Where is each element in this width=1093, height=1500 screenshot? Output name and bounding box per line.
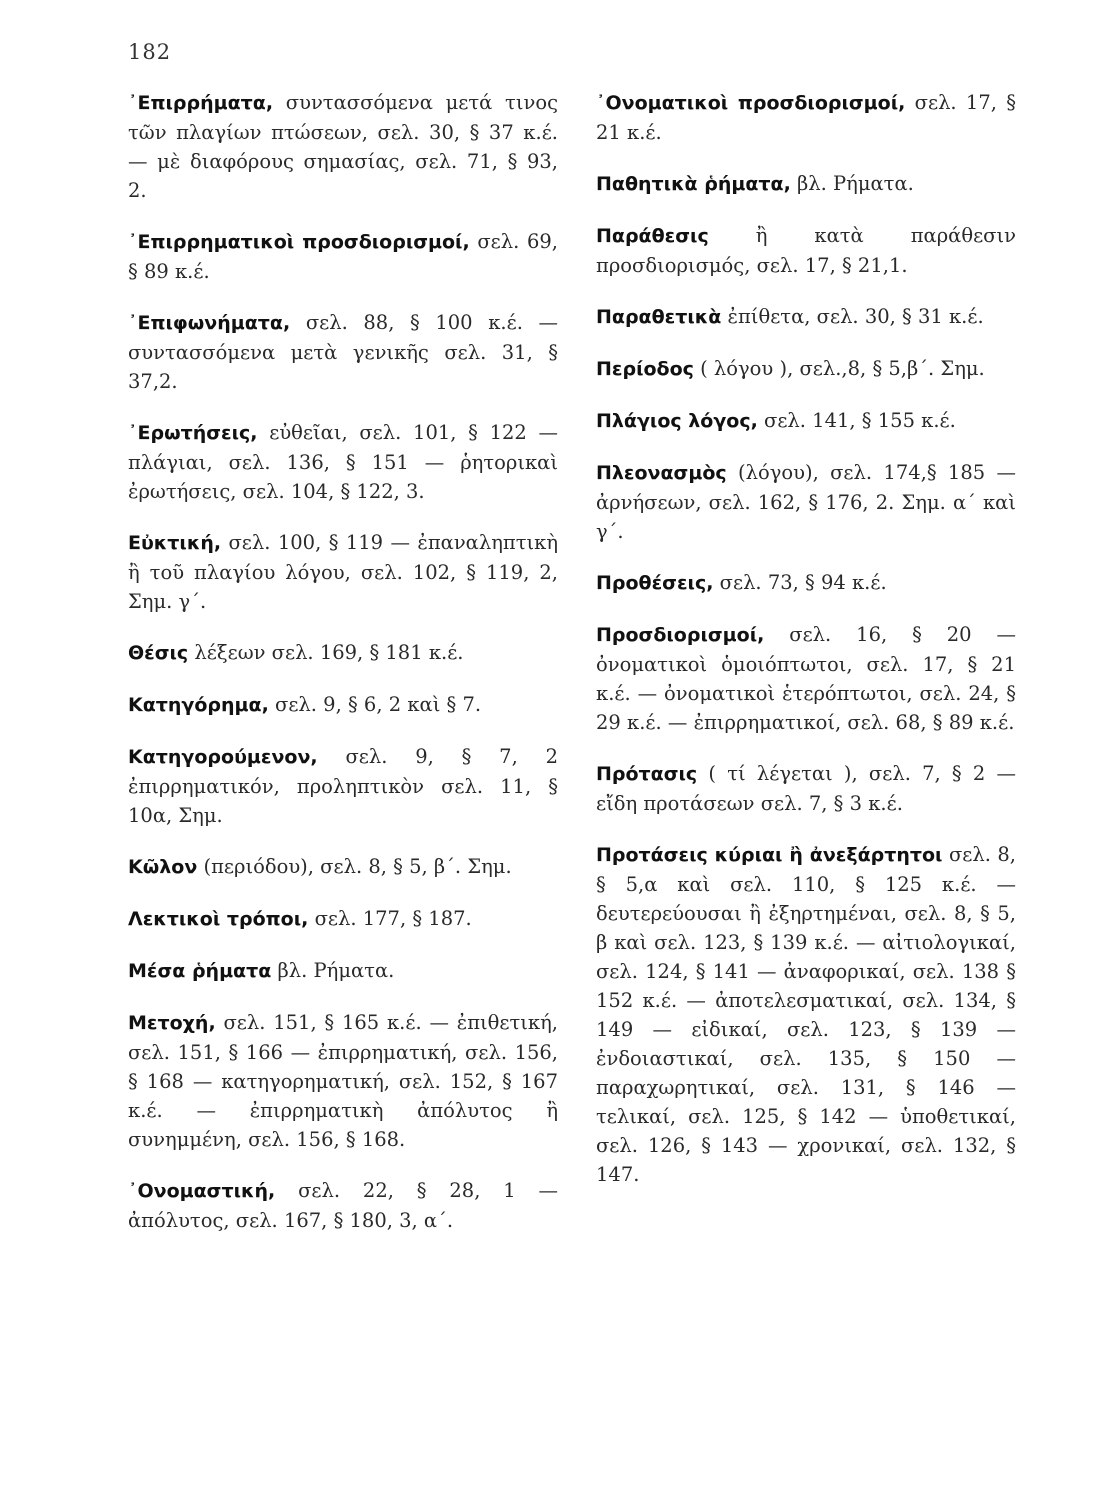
entry-headword: Μετοχή, xyxy=(128,1012,216,1034)
index-entry xyxy=(596,840,1016,1189)
entry-headword: ᾿Ερωτήσεις, xyxy=(128,422,258,444)
index-entry xyxy=(128,690,558,720)
entry-headword: Πλεονασμὸς xyxy=(596,462,727,484)
entry-headword: Κατηγόρημα, xyxy=(128,694,269,716)
entry-headword: ᾿Ονομαστική, xyxy=(128,1180,276,1202)
index-entry xyxy=(596,221,1016,280)
entry-references: σελ. 22, § 28, 1 — ἀπόλυτος, σελ. 167, § 180, 3, α΄. xyxy=(128,1179,558,1232)
entry-references: σελ. 177, § 187. xyxy=(314,907,472,930)
entry-references: ἢ κατὰ παράθεσιν προσδιορισμός, σελ. 17, § 21,1. xyxy=(596,224,1016,277)
entry-references: ἐπίθετα, σελ. 30, § 31 κ.έ. xyxy=(727,305,984,328)
entry-headword: Παραθετικὰ xyxy=(596,306,722,328)
entry-references: (περιόδου), σελ. 8, § 5, β΄. Σημ. xyxy=(203,855,512,878)
entry-headword: ᾿Επιρρήματα, xyxy=(128,92,274,114)
entry-headword: Προθέσεις, xyxy=(596,572,714,594)
entry-references: ( λόγου ), σελ.,8, § 5,β΄. Σημ. xyxy=(700,357,985,380)
entry-headword: Προσδιορισμοί, xyxy=(596,624,765,646)
index-entry xyxy=(596,88,1016,147)
entry-references: βλ. Ρήματα. xyxy=(797,172,914,195)
entry-headword: Πλάγιος λόγος, xyxy=(596,410,758,432)
index-entry xyxy=(128,638,558,668)
index-entry xyxy=(128,88,558,205)
entry-headword: Περίοδος xyxy=(596,358,694,380)
index-entry xyxy=(596,620,1016,737)
index-entry xyxy=(128,1176,558,1235)
left-column xyxy=(128,88,558,1235)
entry-references: σελ. 141, § 155 κ.έ. xyxy=(764,409,956,432)
entry-headword: ᾿Ονοματικοὶ προσδιορισμοί, xyxy=(596,92,906,114)
entry-headword: Μέσα ῥήματα xyxy=(128,960,272,982)
entry-references: σελ. 16, § 20 — ὀνοματικοὶ ὁμοιόπτωτοι, σελ. 17, § 21 κ.έ. — ὀνοματικοὶ ἑτερόπτωτοι, σελ. 24, § 29 κ.έ. — ἐπιρρηματικοί, σελ. 68, § 89 κ.έ. xyxy=(596,623,1017,734)
entry-references: συντασσόμενα μετά τινος τῶν πλαγίων πτώσεων, σελ. 30, § 37 κ.έ. — μὲ διαφόρους σημασίας, σελ. 71, § 93, 2. xyxy=(128,91,558,202)
index-entry xyxy=(596,759,1016,818)
index-entry xyxy=(596,568,1016,598)
entry-headword: Λεκτικοὶ τρόποι, xyxy=(128,908,309,930)
index-entry xyxy=(596,354,1016,384)
entry-references: σελ. 151, § 165 κ.έ. — ἐπιθετική, σελ. 151, § 166 — ἐπιρρηματική, σελ. 156, § 168 — κατηγορηματική, σελ. 152, § 167 κ.έ. — ἐπιρρηματικὴ ἀπόλυτος ἢ συνημμένη, σελ. 156, § 168. xyxy=(128,1011,558,1151)
index-entry xyxy=(128,418,558,506)
entry-references: σελ. 73, § 94 κ.έ. xyxy=(719,571,887,594)
index-entry xyxy=(128,1008,558,1154)
entry-references: λέξεων σελ. 169, § 181 κ.έ. xyxy=(194,641,464,664)
right-column xyxy=(596,88,1016,1189)
index-entry xyxy=(128,528,558,616)
entry-references: ( τί λέγεται ), σελ. 7, § 2 — εἴδη προτάσεων σελ. 7, § 3 κ.έ. xyxy=(596,762,1016,815)
entry-references: σελ. 9, § 7, 2 ἐπιρρηματικόν, προληπτικὸν σελ. 11, § 10α, Σημ. xyxy=(128,745,558,827)
entry-headword: Θέσις xyxy=(128,642,189,664)
index-entry xyxy=(128,904,558,934)
entry-references: εὐθεῖαι, σελ. 101, § 122 — πλάγιαι, σελ. 136, § 151 — ῥητορικαὶ ἐρωτήσεις, σελ. 104, § 122, 3. xyxy=(128,421,559,503)
entry-headword: ᾿Επιφωνήματα, xyxy=(128,312,291,334)
entry-references: σελ. 100, § 119 — ἐπαναληπτικὴ ἢ τοῦ πλαγίου λόγου, σελ. 102, § 119, 2, Σημ. γ΄. xyxy=(128,531,558,613)
entry-headword: Κατηγορούμενον, xyxy=(128,746,318,768)
index-entry xyxy=(128,227,558,286)
index-entry xyxy=(128,742,558,830)
entry-headword: Πρότασις xyxy=(596,763,698,785)
entry-headword: Κῶλον xyxy=(128,856,198,878)
entry-references: σελ. 88, § 100 κ.έ. — συντασσόμενα μετὰ γενικῆς σελ. 31, § 37,2. xyxy=(128,311,559,393)
entry-headword: Παθητικὰ ῥήματα, xyxy=(596,173,791,195)
entry-references: σελ. 69, § 89 κ.έ. xyxy=(128,230,559,283)
page-number: 182 xyxy=(128,40,172,64)
entry-headword: ᾿Επιρρηματικοὶ προσδιορισμοί, xyxy=(128,231,470,253)
index-entry xyxy=(596,406,1016,436)
entry-references: βλ. Ρήματα. xyxy=(277,959,395,982)
index-entry xyxy=(128,956,558,986)
entry-references: σελ. 17, § 21 κ.έ. xyxy=(596,91,1016,144)
index-entry xyxy=(596,302,1016,332)
index-entry xyxy=(128,308,558,396)
index-entry xyxy=(128,852,558,882)
entry-headword: Εὐκτική, xyxy=(128,532,222,554)
entry-references: (λόγου), σελ. 174,§ 185 — ἀρνήσεων, σελ. 162, § 176, 2. Σημ. α΄ καὶ γ΄. xyxy=(596,461,1016,543)
index-entry xyxy=(596,169,1016,199)
entry-references: σελ. 8, § 5,α καὶ σελ. 110, § 125 κ.έ. — δευτερεύουσαι ἢ ἐξηρτημέναι, σελ. 8, § 5, β καὶ σελ. 123, § 139 κ.έ. — αἰτιολογικαί, σελ. 124, § 141 — ἀναφορικαί, σελ. 138 § 152 κ.έ. — ἀποτελεσματικαί, σελ. 134, § 149 — εἰδικαί, σελ. 123, § 139 — ἐνδοιαστικαί, σελ. 135, § 150 — παραχωρητικαί, σελ. 131, § 146 — τελικαί, σελ. 125, § 142 — ὑποθετικαί, σελ. 126, § 143 — χρονικαί, σελ. 132, § 147. xyxy=(596,843,1016,1186)
entry-references: σελ. 9, § 6, 2 καὶ § 7. xyxy=(275,693,482,716)
entry-headword: Προτάσεις κύριαι ἢ ἀνεξάρτητοι xyxy=(596,844,943,866)
entry-headword: Παράθεσις xyxy=(596,225,709,247)
index-entry xyxy=(596,458,1016,546)
